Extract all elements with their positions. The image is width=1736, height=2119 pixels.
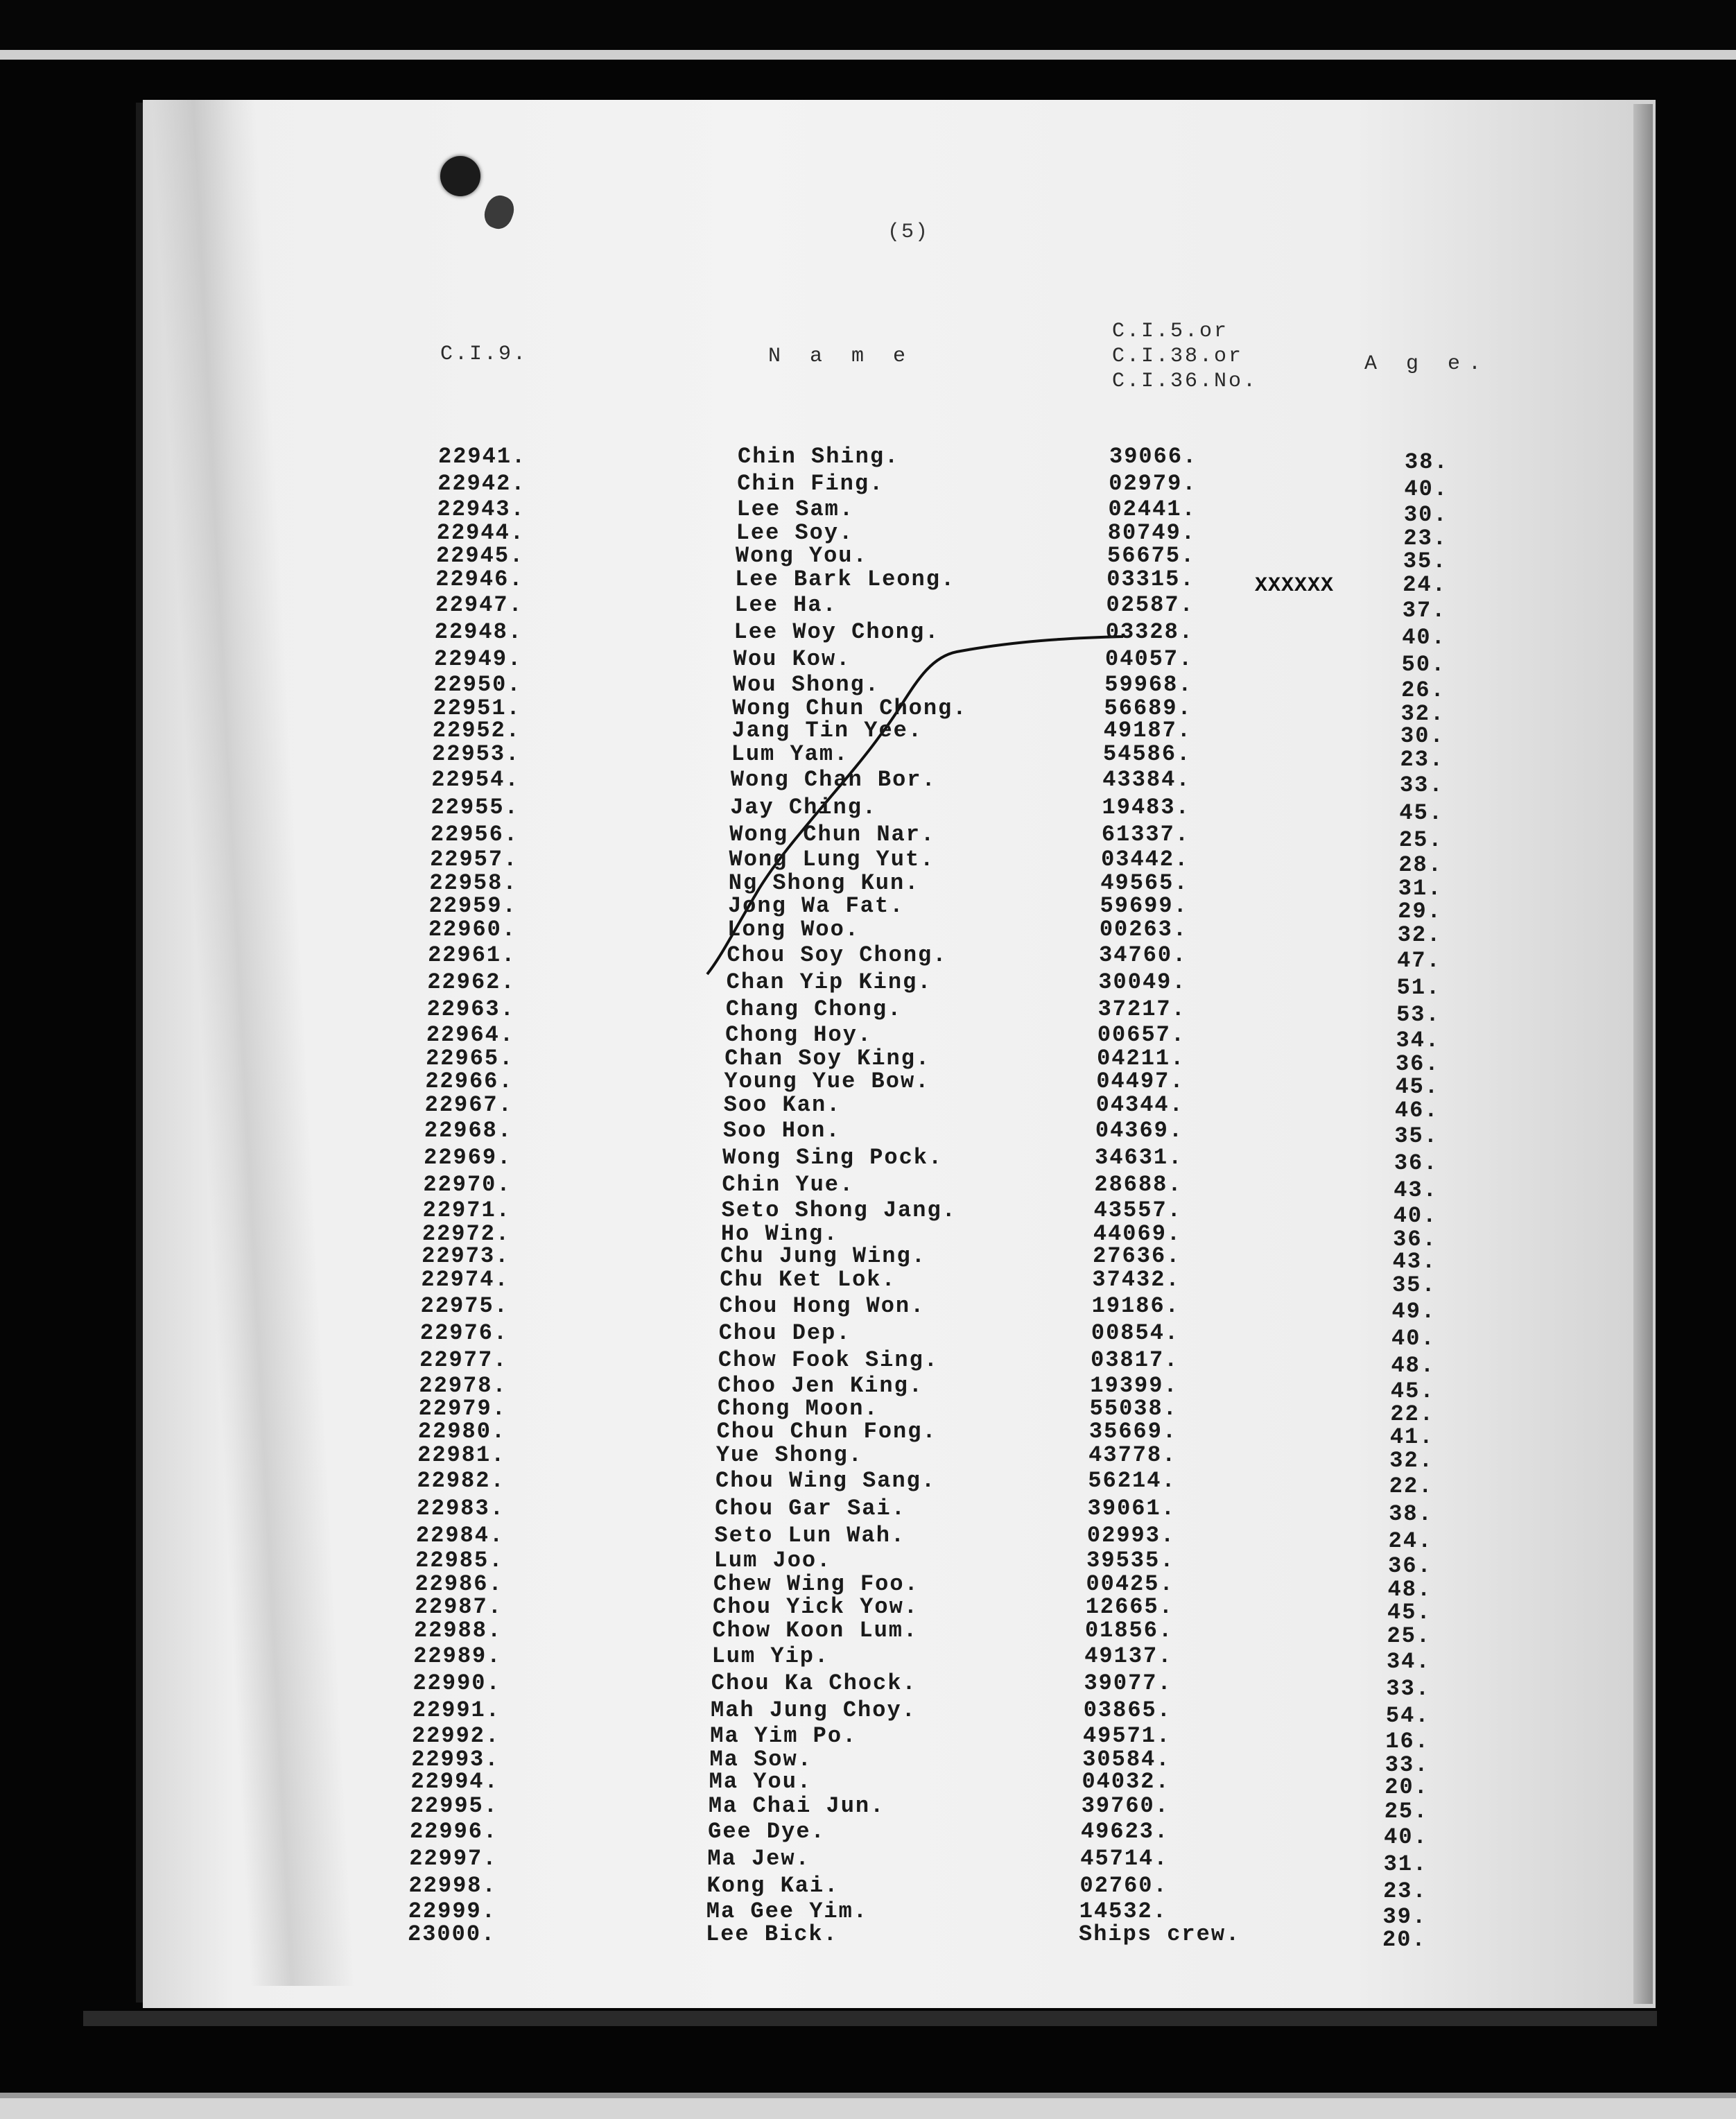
row-name: Chow Koon Lum. <box>712 1617 919 1643</box>
row-ci9: 22980. <box>417 1418 507 1444</box>
row-ci9: 22960. <box>428 916 517 942</box>
row-name: Chou Soy Chong. <box>727 942 948 969</box>
row-cert-number: 43384. <box>1102 767 1191 793</box>
row-ci9: 22963. <box>426 996 515 1023</box>
row-name: Chin Yue. <box>722 1172 855 1198</box>
row-name: Young Yue Bow. <box>724 1068 930 1094</box>
row-cert-number: 19399. <box>1090 1372 1179 1399</box>
row-ci9: 22971. <box>422 1197 511 1223</box>
row-age: 34. <box>1386 1649 1431 1675</box>
row-name: Lee Woy Chong. <box>734 619 940 645</box>
row-name: Wong You. <box>735 542 868 569</box>
row-age: 51. <box>1396 975 1441 1001</box>
row-name: Chu Ket Lok. <box>720 1267 896 1293</box>
row-name: Ma Jew. <box>707 1846 810 1872</box>
row-name: Chin Shing. <box>738 444 900 469</box>
row-age: 23. <box>1400 747 1445 773</box>
row-name: Chou Yick Yow. <box>713 1593 919 1620</box>
row-cert-number: 03817. <box>1091 1347 1179 1373</box>
row-name: Mah Jung Choy. <box>711 1697 917 1724</box>
row-age: 40. <box>1384 1824 1428 1850</box>
row-age: 32. <box>1397 922 1442 948</box>
row-ci9: 22990. <box>413 1670 501 1697</box>
row-age: 50. <box>1401 651 1446 677</box>
row-name: Wong Lung Yut. <box>729 847 935 873</box>
row-name: Wong Chan Bor. <box>730 767 937 793</box>
row-cert-number: 02441. <box>1108 496 1197 523</box>
row-name: Chou Hong Won. <box>719 1292 926 1319</box>
row-name: Yue Shong. <box>715 1442 863 1469</box>
row-ci9: 22944. <box>436 520 525 546</box>
row-ci9: 22946. <box>435 566 524 592</box>
row-cert-number: 34631. <box>1095 1145 1183 1171</box>
row-age: 38. <box>1389 1500 1433 1527</box>
row-cert-number: 00854. <box>1091 1320 1180 1346</box>
row-age: 22. <box>1390 1401 1434 1428</box>
row-ci9: 22955. <box>431 794 519 820</box>
row-ci9: 22967. <box>424 1091 513 1118</box>
row-name: Ma You. <box>709 1769 813 1795</box>
row-cert-number: 55038. <box>1089 1396 1178 1422</box>
row-cert-number: 03315. <box>1106 566 1195 592</box>
row-cert-number: 43778. <box>1088 1442 1177 1469</box>
row-name: Wou Kow. <box>733 646 851 672</box>
row-cert-number: 00263. <box>1099 916 1188 942</box>
row-age: 28. <box>1398 852 1443 879</box>
row-age: 40. <box>1393 1202 1438 1229</box>
header-cert-line-1: C.I.5.or <box>1112 320 1229 343</box>
row-name: Soo Kan. <box>723 1091 842 1118</box>
row-cert-number: 04369. <box>1095 1117 1184 1143</box>
row-ci9: 22983. <box>416 1495 505 1521</box>
row-age: 20. <box>1385 1774 1429 1801</box>
row-age: 25. <box>1387 1623 1432 1649</box>
header-ci9: C.I.9. <box>440 343 528 366</box>
row-age: 32. <box>1389 1448 1434 1474</box>
row-cert-number: 39077. <box>1084 1670 1172 1697</box>
row-ci9: 22989. <box>413 1643 502 1670</box>
row-cert-number: Ships crew. <box>1079 1921 1241 1948</box>
row-name: Lee Soy. <box>736 520 854 546</box>
row-age: 53. <box>1396 1002 1441 1028</box>
row-ci9: 22981. <box>417 1442 506 1469</box>
row-ci9: 22991. <box>412 1697 501 1724</box>
row-age: 49. <box>1391 1298 1436 1324</box>
row-ci9: 22956. <box>430 821 519 847</box>
row-age: 24. <box>1388 1528 1433 1554</box>
row-ci9: 22993. <box>411 1746 500 1772</box>
row-cert-number: 01856. <box>1084 1617 1174 1643</box>
row-cert-number: 04211. <box>1097 1045 1186 1071</box>
row-name: Jay Ching. <box>730 794 878 820</box>
row-age: 45. <box>1390 1378 1435 1404</box>
row-name: Choo Jen King. <box>718 1372 923 1399</box>
row-cert-number: 30584. <box>1082 1746 1171 1772</box>
row-cert-number: 03865. <box>1083 1697 1172 1724</box>
row-cert-number: 30049. <box>1098 969 1187 996</box>
row-cert-number: 56675. <box>1107 542 1196 569</box>
row-ci9: 22999. <box>408 1898 496 1924</box>
row-name: Chong Moon. <box>717 1396 879 1422</box>
row-ci9: 22997. <box>409 1846 498 1872</box>
row-age: 40. <box>1404 476 1449 503</box>
row-name: Ma Chai Jun. <box>708 1792 885 1819</box>
row-cert-number: 03442. <box>1101 847 1190 873</box>
row-age: 22. <box>1389 1473 1434 1500</box>
header-cert-line-3: C.I.36.No. <box>1112 370 1258 393</box>
row-name: Chang Chong. <box>725 996 903 1023</box>
row-cert-number: 37217. <box>1097 996 1186 1023</box>
row-ci9: 22998. <box>408 1873 497 1899</box>
row-age: 36. <box>1395 1050 1440 1077</box>
row-cert-number: 04057. <box>1105 646 1194 672</box>
row-cert-number: 43557. <box>1093 1197 1182 1223</box>
row-age: 43. <box>1394 1177 1438 1204</box>
row-name: Chew Wing Foo. <box>713 1571 919 1597</box>
row-name: Wong Chun Chong. <box>732 695 968 721</box>
row-name: Chu Jung Wing. <box>720 1243 926 1270</box>
row-age: 24. <box>1403 571 1447 598</box>
row-ci9: 22975. <box>420 1292 509 1319</box>
row-name: Kong Kai. <box>706 1873 840 1899</box>
row-ci9: 22972. <box>422 1220 511 1247</box>
row-name: Ho Wing. <box>720 1220 839 1247</box>
row-age: 33. <box>1399 772 1444 799</box>
row-name: Lee Sam. <box>736 496 855 523</box>
row-ci9: 22995. <box>410 1792 498 1819</box>
row-ci9: 22985. <box>415 1548 504 1574</box>
row-name: Lum Joo. <box>713 1548 832 1574</box>
row-name: Ma Sow. <box>709 1746 813 1772</box>
row-age: 36. <box>1393 1226 1437 1252</box>
row-name: Chou Dep. <box>718 1320 851 1346</box>
row-ci9: 22943. <box>437 496 526 523</box>
row-ci9: 22959. <box>428 892 517 919</box>
row-ci9: 22947. <box>435 591 523 618</box>
row-ci9: 22969. <box>424 1145 512 1171</box>
row-cert-number: 39760. <box>1081 1792 1170 1819</box>
row-cert-number: 00425. <box>1086 1571 1174 1597</box>
row-ci9: 22987. <box>414 1593 503 1620</box>
row-cert-number: 80749. <box>1107 520 1196 546</box>
row-name: Lee Bark Leong. <box>735 566 956 592</box>
row-name: Jang Tin Yee. <box>731 718 923 744</box>
row-age: 30. <box>1400 723 1445 750</box>
row-ci9: 22979. <box>418 1396 507 1422</box>
row-ci9: 22984. <box>415 1522 505 1548</box>
row-ci9: 22941. <box>438 444 527 469</box>
row-ci9: 22952. <box>432 718 521 744</box>
row-ci9: 22965. <box>426 1045 514 1071</box>
row-cert-number: 59968. <box>1104 671 1193 698</box>
row-age: 20. <box>1382 1927 1427 1953</box>
row-age: 34. <box>1396 1028 1441 1054</box>
row-name: Chin Fing. <box>737 471 885 497</box>
row-ci9: 22951. <box>433 695 521 721</box>
row-age: 45. <box>1387 1599 1432 1625</box>
row-age: 46. <box>1394 1097 1439 1123</box>
row-name: Ma Yim Po. <box>710 1722 858 1749</box>
row-ci9: 22945. <box>436 542 525 569</box>
row-name: Ng Shong Kun. <box>728 870 920 897</box>
row-cert-number: 49571. <box>1082 1722 1172 1749</box>
row-cert-number: 37432. <box>1092 1267 1181 1293</box>
row-ci9: 22953. <box>432 741 521 768</box>
row-age: 30. <box>1403 502 1448 528</box>
row-cert-number: 39061. <box>1087 1495 1176 1521</box>
row-age: 40. <box>1402 624 1446 650</box>
row-age: 25. <box>1384 1798 1429 1824</box>
row-name: Long Woo. <box>727 916 860 942</box>
row-ci9: 22986. <box>415 1571 503 1597</box>
row-age: 26. <box>1401 677 1446 703</box>
row-cert-number: 02979. <box>1109 471 1197 497</box>
row-cert-number: 49187. <box>1103 718 1192 744</box>
row-age: 35. <box>1392 1272 1436 1299</box>
row-name: Chou Gar Sai. <box>715 1495 906 1521</box>
row-cert-number: 49623. <box>1080 1818 1170 1844</box>
row-name: Lee Ha. <box>734 591 837 618</box>
row-age: 16. <box>1385 1728 1430 1754</box>
row-age: 31. <box>1398 876 1443 902</box>
row-age: 37. <box>1402 597 1447 623</box>
row-ci9: 22973. <box>422 1243 510 1270</box>
row-ci9: 22978. <box>419 1372 507 1399</box>
row-name: Wong Chun Nar. <box>729 821 936 847</box>
row-cert-number: 19483. <box>1102 794 1190 820</box>
row-cert-number: 61337. <box>1101 821 1190 847</box>
row-cert-number: 12665. <box>1085 1593 1174 1620</box>
row-name: Soo Hon. <box>722 1117 841 1143</box>
row-cert-number: 02587. <box>1106 591 1195 618</box>
row-name: Chou Ka Chock. <box>711 1670 917 1697</box>
row-ci9: 22949. <box>434 646 523 672</box>
row-age: 36. <box>1394 1150 1439 1177</box>
row-cert-number: 04344. <box>1095 1091 1184 1118</box>
row-ci9: 22966. <box>425 1068 514 1094</box>
row-name: Jong Wa Fat. <box>727 892 905 919</box>
row-ci9: 22958. <box>429 870 518 897</box>
row-cert-number: 02993. <box>1086 1522 1176 1548</box>
row-ci9: 22974. <box>421 1267 510 1293</box>
row-name: Seto Shong Jang. <box>721 1197 957 1223</box>
row-cert-number: 49137. <box>1084 1643 1173 1670</box>
row-ci9: 23000. <box>408 1921 496 1948</box>
row-age: 36. <box>1388 1553 1432 1580</box>
row-name: Chou Wing Sang. <box>715 1468 937 1494</box>
row-age: 31. <box>1383 1851 1428 1878</box>
row-ci9: 22977. <box>419 1347 508 1373</box>
header-name: N a m e <box>768 345 914 368</box>
row-ci9: 22948. <box>434 619 523 645</box>
header-cert-line-2: C.I.38.or <box>1112 345 1244 368</box>
row-age: 29. <box>1398 898 1442 924</box>
row-age: 54. <box>1385 1703 1430 1729</box>
row-ci9: 22942. <box>437 471 526 497</box>
row-age: 25. <box>1398 827 1443 853</box>
row-cert-number: 14532. <box>1079 1898 1168 1924</box>
row-cert-number: 44069. <box>1093 1220 1182 1247</box>
row-cert-number: 54586. <box>1103 741 1192 768</box>
row-cert-number: 56689. <box>1104 695 1192 721</box>
row-ci9: 22982. <box>417 1468 505 1494</box>
row-cert-number: 04032. <box>1082 1769 1170 1795</box>
row-name: Chong Hoy. <box>725 1022 873 1048</box>
row-cert-number: 39066. <box>1109 444 1198 469</box>
row-age: 23. <box>1403 526 1448 551</box>
row-cert-number: 28688. <box>1094 1172 1183 1198</box>
row-cert-number: 59699. <box>1100 892 1188 919</box>
row-age: 35. <box>1403 548 1448 574</box>
row-ci9: 22957. <box>430 847 519 873</box>
row-ci9: 22962. <box>427 969 516 996</box>
row-age: 45. <box>1395 1073 1440 1100</box>
row-ci9: 22950. <box>433 671 522 698</box>
row-cert-number: 19186. <box>1091 1292 1180 1319</box>
row-cert-number: 35669. <box>1088 1418 1178 1444</box>
row-cert-number: 56214. <box>1088 1468 1177 1494</box>
row-ci9: 22992. <box>411 1722 501 1749</box>
row-ci9: 22988. <box>413 1617 503 1643</box>
row-age: 45. <box>1399 799 1444 826</box>
row-cert-number: 02760. <box>1079 1873 1168 1899</box>
row-name: Ma Gee Yim. <box>706 1898 868 1924</box>
row-age: 48. <box>1387 1576 1432 1602</box>
header-age: A g e. <box>1364 352 1490 376</box>
row-age: 23. <box>1383 1878 1427 1905</box>
row-ci9: 22996. <box>409 1818 498 1844</box>
row-ci9: 22994. <box>410 1769 499 1795</box>
row-name: Lum Yip. <box>711 1643 830 1670</box>
row-ci9: 22970. <box>423 1172 512 1198</box>
row-age: 32. <box>1400 700 1446 727</box>
row-age: 33. <box>1386 1676 1431 1702</box>
row-name: Chou Chun Fong. <box>716 1418 937 1444</box>
row-name: Chan Yip King. <box>726 969 932 996</box>
row-age: 47. <box>1397 948 1441 974</box>
row-ci9: 22961. <box>428 942 517 969</box>
row-cert-number: 39535. <box>1086 1548 1175 1574</box>
row-age: 39. <box>1382 1903 1427 1930</box>
row-cert-number: 04497. <box>1096 1068 1185 1094</box>
row-cert-number: 45714. <box>1080 1846 1169 1872</box>
row-cert-number: 03328. <box>1105 619 1194 645</box>
margin-mark: XXXXXX <box>1255 574 1335 598</box>
row-name: Lee Bick. <box>706 1921 838 1948</box>
row-age: 41. <box>1389 1424 1434 1450</box>
row-cert-number: 34760. <box>1099 942 1188 969</box>
row-age: 35. <box>1394 1123 1439 1149</box>
row-age: 48. <box>1391 1352 1436 1378</box>
row-name: Gee Dye. <box>708 1818 826 1844</box>
row-cert-number: 27636. <box>1093 1243 1181 1270</box>
row-name: Lum Yam. <box>731 741 849 768</box>
row-name: Chow Fook Sing. <box>718 1347 939 1373</box>
page-number: (5) <box>887 220 930 244</box>
row-name: Wong Sing Pock. <box>722 1145 944 1171</box>
row-age: 40. <box>1391 1325 1436 1351</box>
row-ci9: 22976. <box>419 1320 509 1346</box>
row-age: 33. <box>1385 1752 1430 1778</box>
row-age: 38. <box>1405 449 1449 475</box>
row-cert-number: 49565. <box>1100 870 1189 897</box>
row-ci9: 22964. <box>426 1022 515 1048</box>
row-name: Seto Lun Wah. <box>714 1522 906 1548</box>
row-ci9: 22968. <box>424 1117 513 1143</box>
row-name: Wou Shong. <box>732 671 880 698</box>
row-name: Chan Soy King. <box>724 1045 931 1071</box>
row-cert-number: 00657. <box>1097 1022 1186 1048</box>
row-ci9: 22954. <box>431 767 520 793</box>
row-age: 43. <box>1392 1249 1437 1275</box>
